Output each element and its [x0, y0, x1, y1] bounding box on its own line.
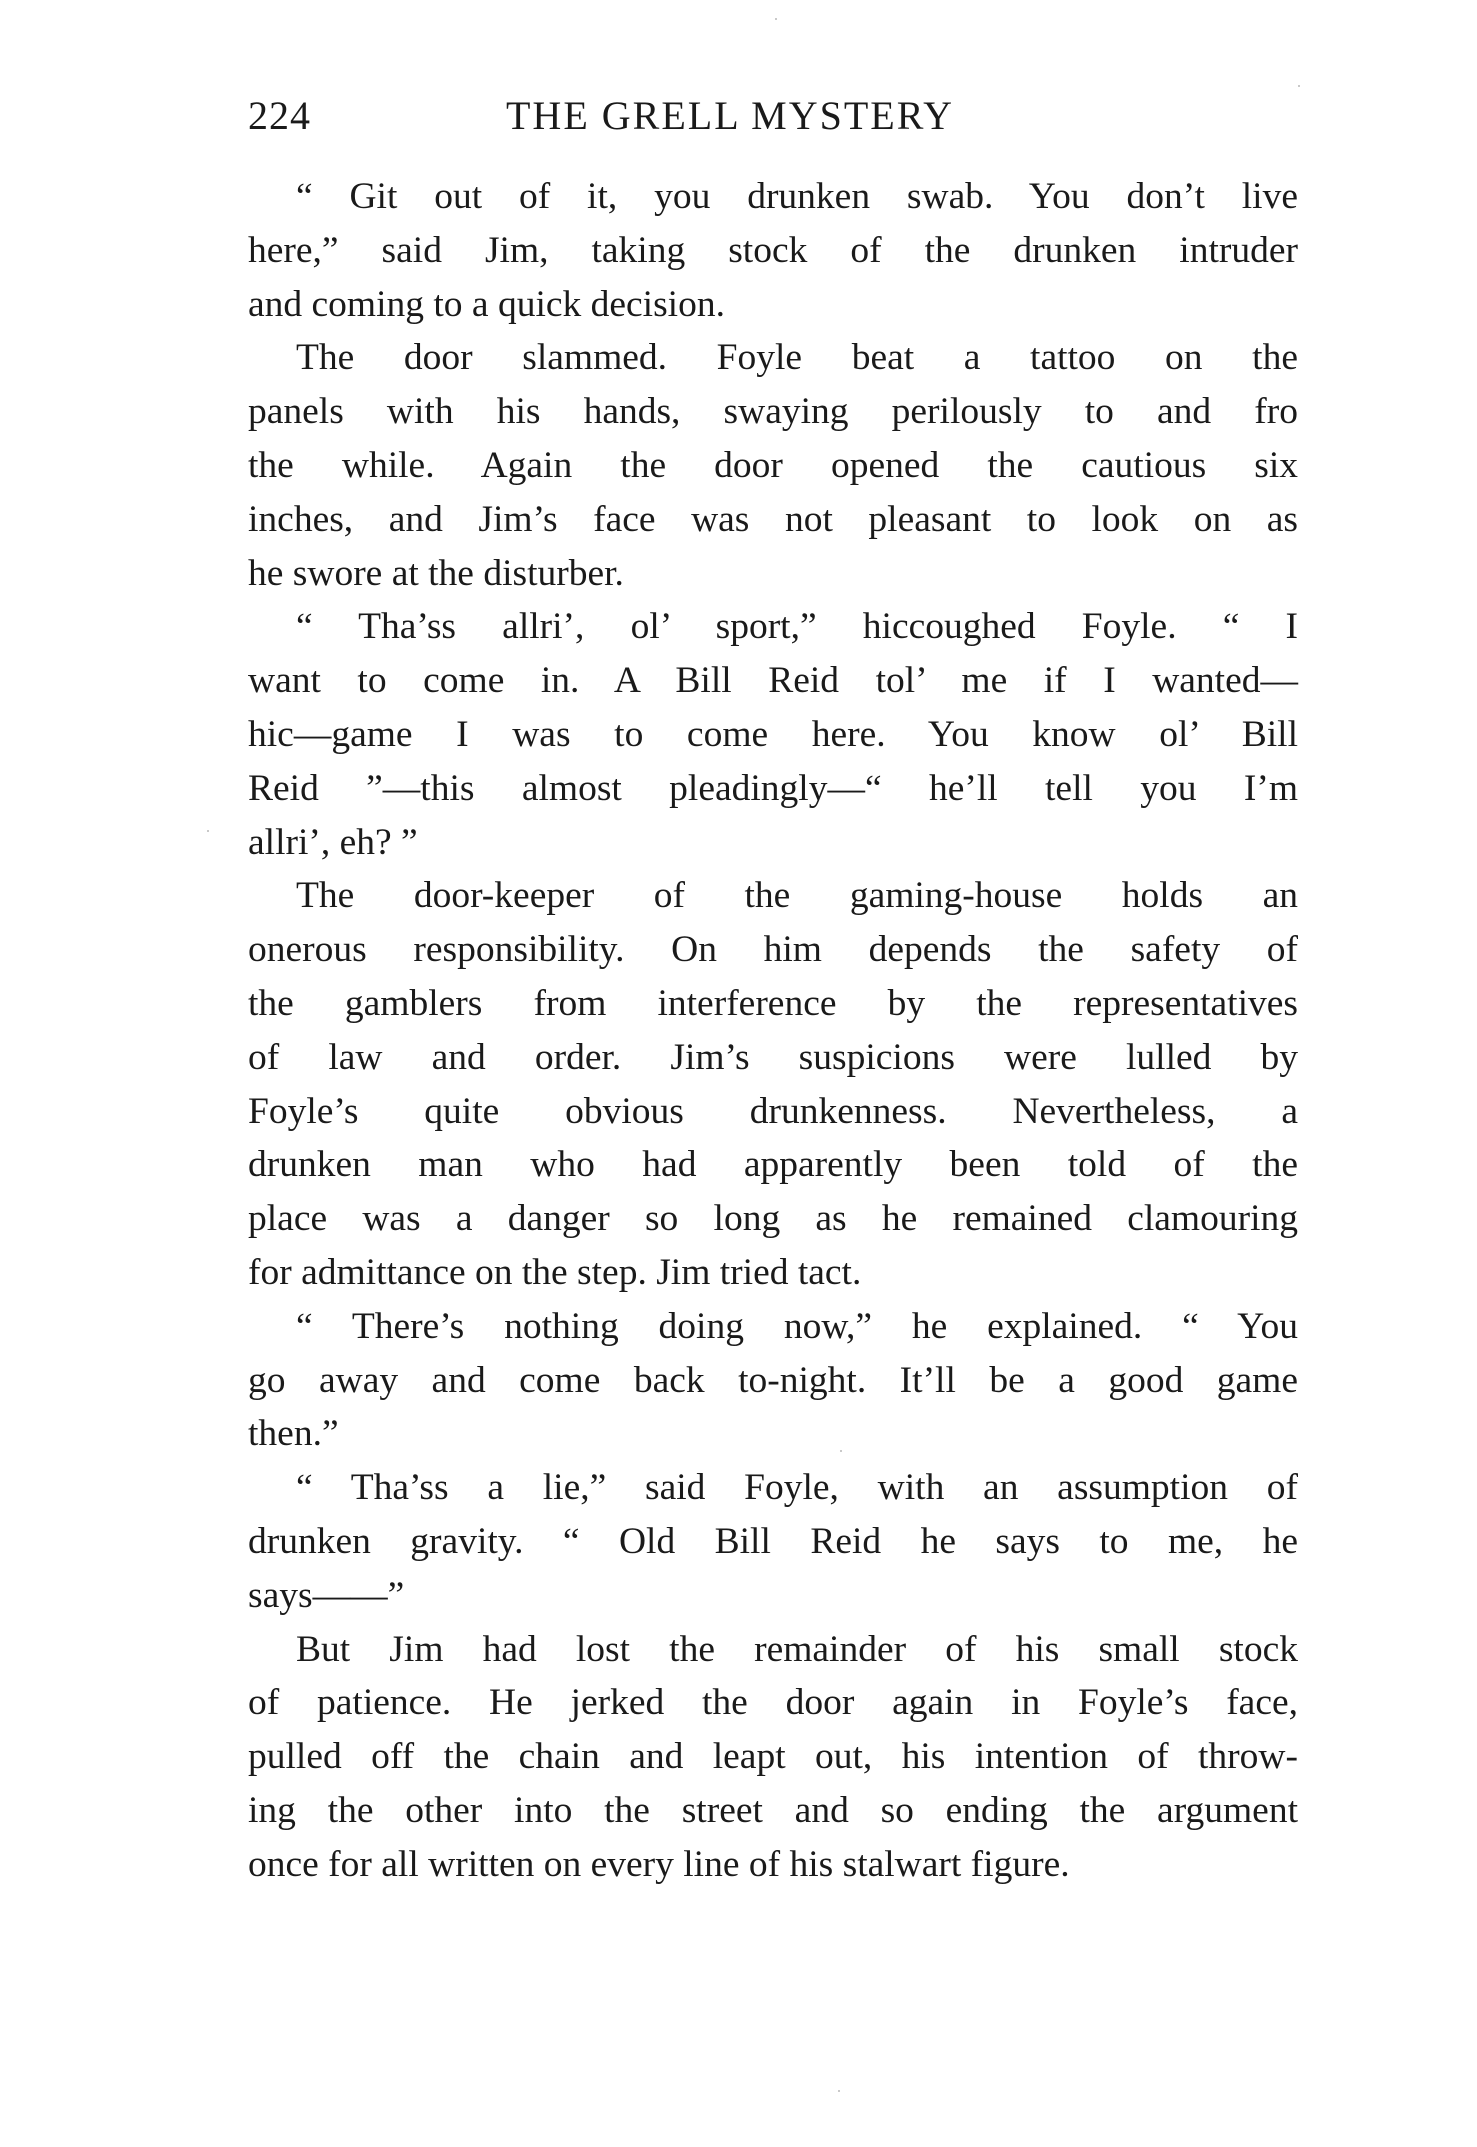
text-line: want to come in. A Bill Reid tol’ me if I wanted—: [248, 660, 1298, 702]
running-head: [248, 92, 1298, 152]
text-line: “ Tha’ss allri’, ol’ sport,” hiccoughed Foyle. “ I: [296, 606, 1298, 648]
running-title: THE GRELL MYSTERY: [506, 93, 955, 138]
paragraph-5: [248, 1300, 1298, 1461]
text-line: drunken man who had apparently been told of the: [248, 1144, 1298, 1186]
text-line: of patience. He jerked the door again in Foyle’s face,: [248, 1682, 1298, 1724]
paper-speck: [838, 2090, 840, 2092]
paragraph-4: [248, 869, 1298, 1299]
paper-speck: [840, 1450, 842, 1452]
text-line: hic—game I was to come here. You know ol’ Bill: [248, 713, 1298, 755]
text-line: here,” said Jim, taking stock of the drunken intruder: [248, 229, 1298, 271]
paragraph-7: [248, 1623, 1298, 1892]
text-line: once for all written on every line of his stalwart figure.: [248, 1843, 1070, 1885]
text-line: panels with his hands, swaying perilously to and fro: [248, 391, 1298, 433]
text-line: place was a danger so long as he remained clamouring: [248, 1198, 1298, 1240]
text-line: allri’, eh? ”: [248, 821, 418, 863]
text-line: ing the other into the street and so ending the argument: [248, 1789, 1298, 1831]
text-line: onerous responsibility. On him depends the safety of: [248, 929, 1298, 971]
text-line: the while. Again the door opened the cautious six: [248, 444, 1298, 486]
text-line: then.”: [248, 1413, 339, 1455]
text-line: But Jim had lost the remainder of his small stock: [296, 1628, 1298, 1670]
paper-speck: [207, 830, 209, 832]
text-line: drunken gravity. “ Old Bill Reid he says to me, he: [248, 1520, 1298, 1562]
text-line: Foyle’s quite obvious drunkenness. Nevertheless, a: [248, 1090, 1298, 1132]
text-line: inches, and Jim’s face was not pleasant to look on as: [248, 498, 1298, 540]
paper-speck: [775, 18, 777, 20]
page-number: 224: [248, 93, 311, 138]
text-line: says——”: [248, 1574, 405, 1616]
paper-speck: [1298, 85, 1300, 87]
text-line: he swore at the disturber.: [248, 552, 624, 594]
body-text: [248, 170, 1298, 1892]
text-line: of law and order. Jim’s suspicions were lulled by: [248, 1036, 1298, 1078]
text-line: go away and come back to-night. It’ll be a good game: [248, 1359, 1298, 1401]
text-line: The door slammed. Foyle beat a tattoo on the: [296, 337, 1298, 379]
text-line: “ Tha’ss a lie,” said Foyle, with an assumption of: [296, 1467, 1298, 1509]
paragraph-3: [248, 600, 1298, 869]
text-line: for admittance on the step. Jim tried tact.: [248, 1251, 862, 1293]
text-line: and coming to a quick decision.: [248, 283, 725, 325]
text-line: Reid ”—this almost pleadingly—“ he’ll tell you I’m: [248, 767, 1298, 809]
paragraph-6: [248, 1461, 1298, 1622]
paragraph-1: [248, 170, 1298, 331]
text-line: pulled off the chain and leapt out, his intention of throw-: [248, 1736, 1298, 1778]
text-line: the gamblers from interference by the representatives: [248, 982, 1298, 1024]
text-line: “ Git out of it, you drunken swab. You don’t live: [296, 176, 1298, 217]
text-line: “ There’s nothing doing now,” he explained. “ You: [296, 1305, 1298, 1347]
paragraph-2: [248, 331, 1298, 600]
text-line: The door-keeper of the gaming-house holds an: [296, 875, 1298, 917]
